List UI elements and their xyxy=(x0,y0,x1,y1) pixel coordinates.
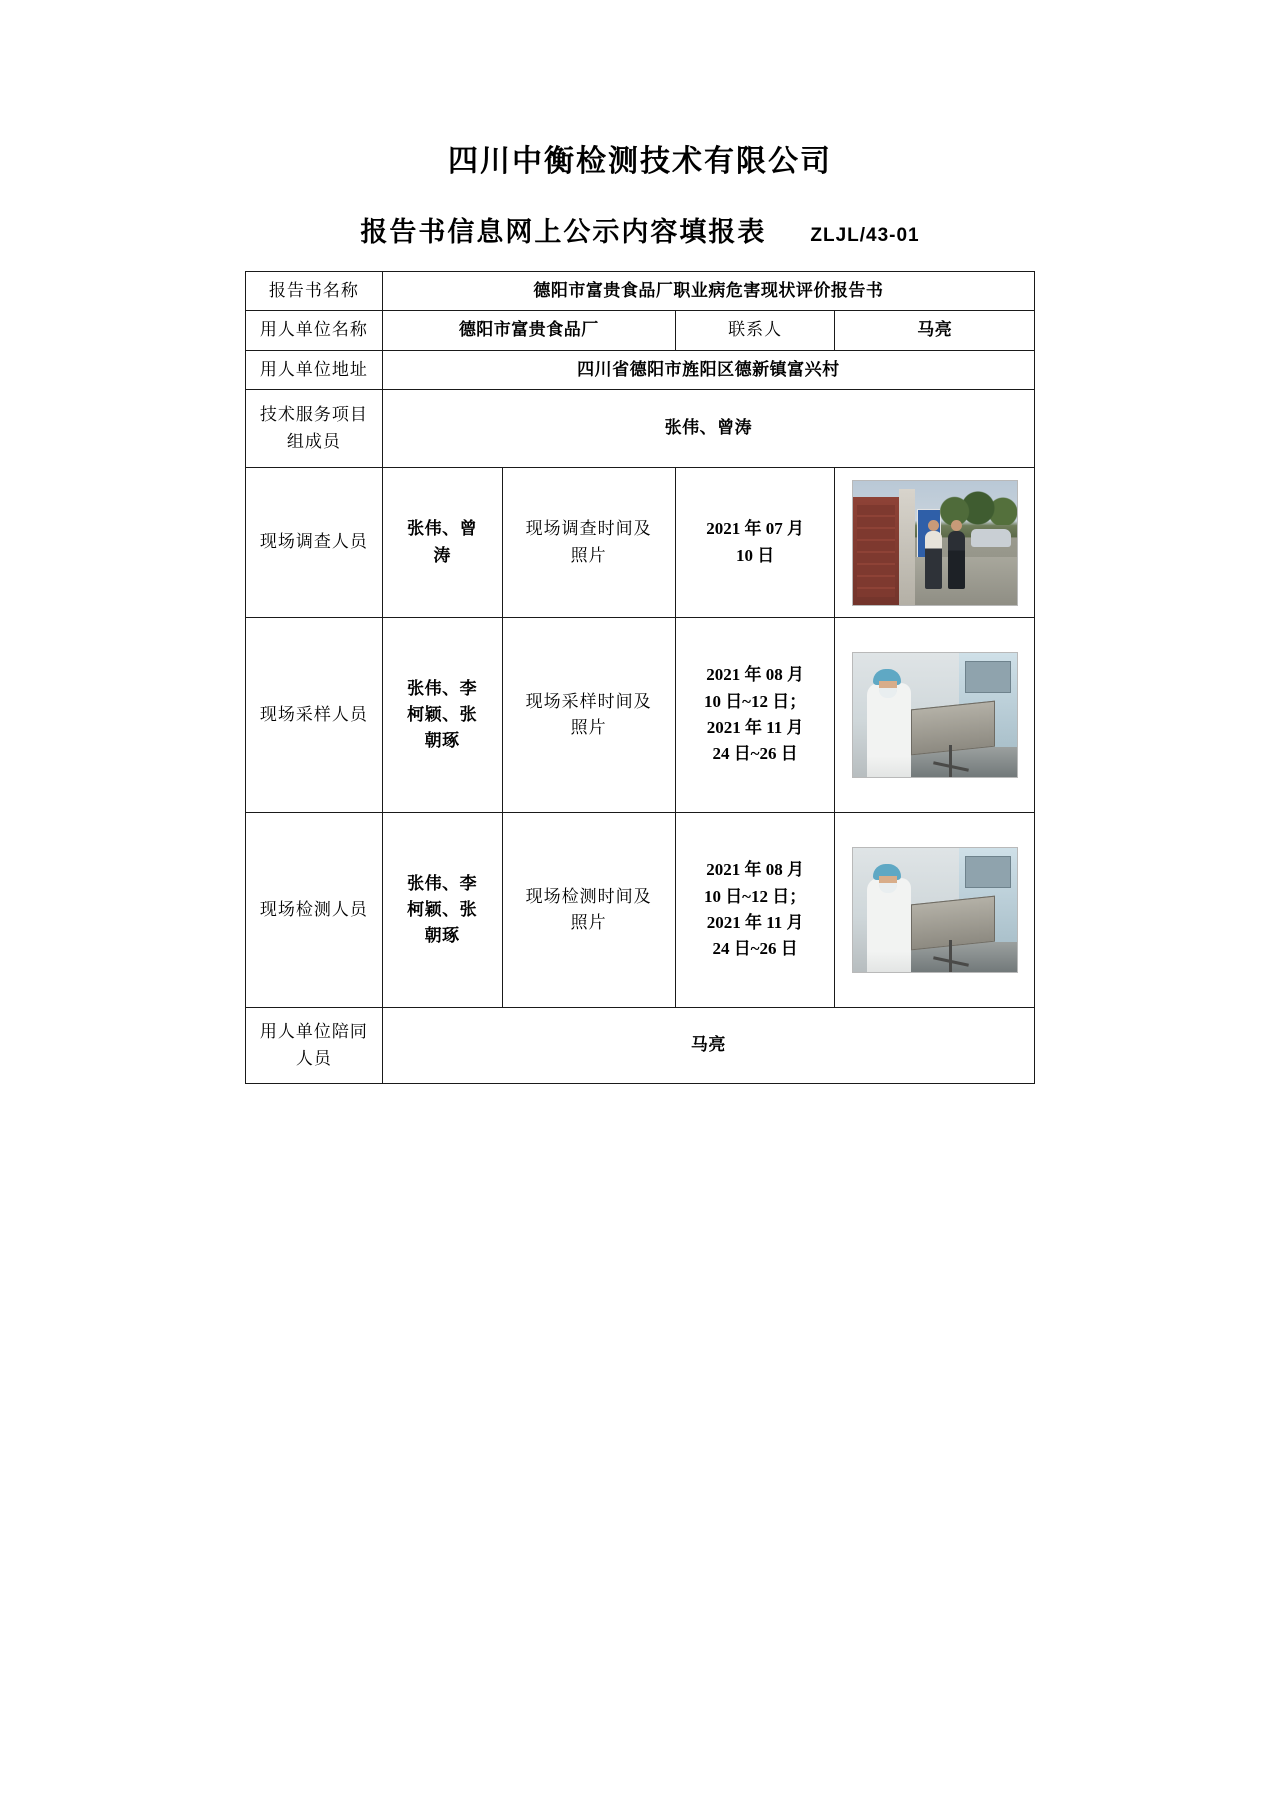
table-row-employer-name xyxy=(246,311,1035,350)
photo-person-one xyxy=(925,531,942,589)
site-sampling-photo xyxy=(852,652,1018,778)
photo-instrument-stand xyxy=(949,745,952,777)
row-label-project-members-line1: 技术服务项目 xyxy=(259,405,368,425)
site-sampling-photo-cell xyxy=(835,618,1035,813)
photo-control-panel xyxy=(965,661,1011,693)
row-label-site-sampling-time xyxy=(502,618,675,813)
site-testing-time-line2: 照片 xyxy=(570,913,607,933)
site-sampling-personnel-line3: 朝琢 xyxy=(424,731,460,751)
company-title: 四川中衡检测技术有限公司 xyxy=(448,145,832,178)
site-survey-photo-cell xyxy=(835,468,1035,618)
site-testing-date-line2: 10 日~12 日； xyxy=(703,886,807,906)
row-label-project-members xyxy=(246,390,383,468)
site-sampling-time-line1: 现场采样时间及 xyxy=(525,691,652,711)
site-sampling-date-line4: 24 日~26 日 xyxy=(712,744,798,764)
site-testing-time-line1: 现场检测时间及 xyxy=(525,886,652,906)
site-survey-date-line1: 2021 年 07 月 xyxy=(706,519,804,539)
photo-instrument-stand xyxy=(949,940,952,972)
row-label-site-testing-time xyxy=(502,813,675,1008)
row-label-employer-address: 用人单位地址 xyxy=(246,350,383,389)
table-row-report-name xyxy=(246,272,1035,311)
table-row-accompanying-personnel xyxy=(246,1008,1035,1084)
row-label-site-survey-time xyxy=(502,468,675,618)
table-row-project-members xyxy=(246,390,1035,468)
photo-person-two xyxy=(948,531,965,589)
form-title-row xyxy=(0,210,1280,249)
photo-person-head xyxy=(928,520,939,531)
row-value-site-testing-personnel xyxy=(382,813,502,1008)
photo-control-panel xyxy=(965,856,1011,888)
site-survey-date-line2: 10 日 xyxy=(735,545,775,565)
row-value-employer-address: 四川省德阳市旌阳区德新镇富兴村 xyxy=(382,350,1034,389)
row-value-report-name: 德阳市富贵食品厂职业病危害现状评价报告书 xyxy=(382,272,1034,311)
row-label-site-survey: 现场调查人员 xyxy=(246,468,383,618)
table-row-site-survey xyxy=(246,468,1035,618)
site-testing-personnel-line3: 朝琢 xyxy=(424,926,460,946)
row-value-project-members: 张伟、曾涛 xyxy=(382,390,1034,468)
site-sampling-date-line2: 10 日~12 日； xyxy=(703,691,807,711)
photo-machine xyxy=(911,896,995,951)
photo-machine xyxy=(911,701,995,756)
row-label-project-members-line2: 组成员 xyxy=(286,431,341,451)
site-testing-photo xyxy=(852,847,1018,973)
row-label-site-testing: 现场检测人员 xyxy=(246,813,383,1008)
site-testing-personnel-line2: 柯颖、张 xyxy=(407,899,478,919)
site-sampling-personnel-line2: 柯颖、张 xyxy=(407,704,478,724)
site-testing-date-line1: 2021 年 08 月 xyxy=(706,860,804,880)
site-testing-photo-cell xyxy=(835,813,1035,1008)
photo-pillar xyxy=(899,489,915,605)
row-value-site-survey-personnel xyxy=(382,468,502,618)
row-value-site-survey-date xyxy=(675,468,835,618)
row-value-site-sampling-date xyxy=(675,618,835,813)
public-disclosure-table xyxy=(245,271,1035,1084)
site-sampling-date-line1: 2021 年 08 月 xyxy=(706,665,804,685)
site-survey-personnel-line1: 张伟、曾 xyxy=(407,519,478,539)
site-survey-personnel-line2: 涛 xyxy=(433,545,451,565)
row-value-contact-person: 马亮 xyxy=(835,311,1035,350)
site-sampling-time-line2: 照片 xyxy=(570,718,607,738)
row-label-employer-name: 用人单位名称 xyxy=(246,311,383,350)
site-survey-time-line2: 照片 xyxy=(570,545,607,565)
form-code: ZLJL/43-01 xyxy=(810,225,920,246)
row-value-employer-name: 德阳市富贵食品厂 xyxy=(382,311,675,350)
photo-wall xyxy=(853,497,899,605)
form-title: 报告书信息网上公示内容填报表 xyxy=(360,217,767,247)
site-survey-time-line1: 现场调查时间及 xyxy=(525,519,652,539)
photo-person-head xyxy=(951,520,962,531)
site-survey-photo xyxy=(852,480,1018,606)
site-sampling-date-line3: 2021 年 11 月 xyxy=(706,718,804,738)
row-value-site-testing-date xyxy=(675,813,835,1008)
photo-car xyxy=(971,529,1011,547)
photo-trees xyxy=(939,491,1017,525)
site-testing-personnel-line1: 张伟、李 xyxy=(407,873,478,893)
table-row-employer-address xyxy=(246,350,1035,389)
row-label-accompanying-line2: 人员 xyxy=(295,1048,332,1068)
row-label-site-sampling: 现场采样人员 xyxy=(246,618,383,813)
row-value-accompanying-personnel: 马亮 xyxy=(382,1008,1034,1084)
row-label-report-name: 报告书名称 xyxy=(246,272,383,311)
row-label-accompanying-personnel xyxy=(246,1008,383,1084)
table-row-site-testing xyxy=(246,813,1035,1008)
row-label-accompanying-line1: 用人单位陪同 xyxy=(259,1022,368,1042)
row-label-contact-person: 联系人 xyxy=(675,311,835,350)
table-row-site-sampling xyxy=(246,618,1035,813)
row-value-site-sampling-personnel xyxy=(382,618,502,813)
site-sampling-personnel-line1: 张伟、李 xyxy=(407,678,478,698)
site-testing-date-line4: 24 日~26 日 xyxy=(712,939,798,959)
site-testing-date-line3: 2021 年 11 月 xyxy=(706,913,804,933)
